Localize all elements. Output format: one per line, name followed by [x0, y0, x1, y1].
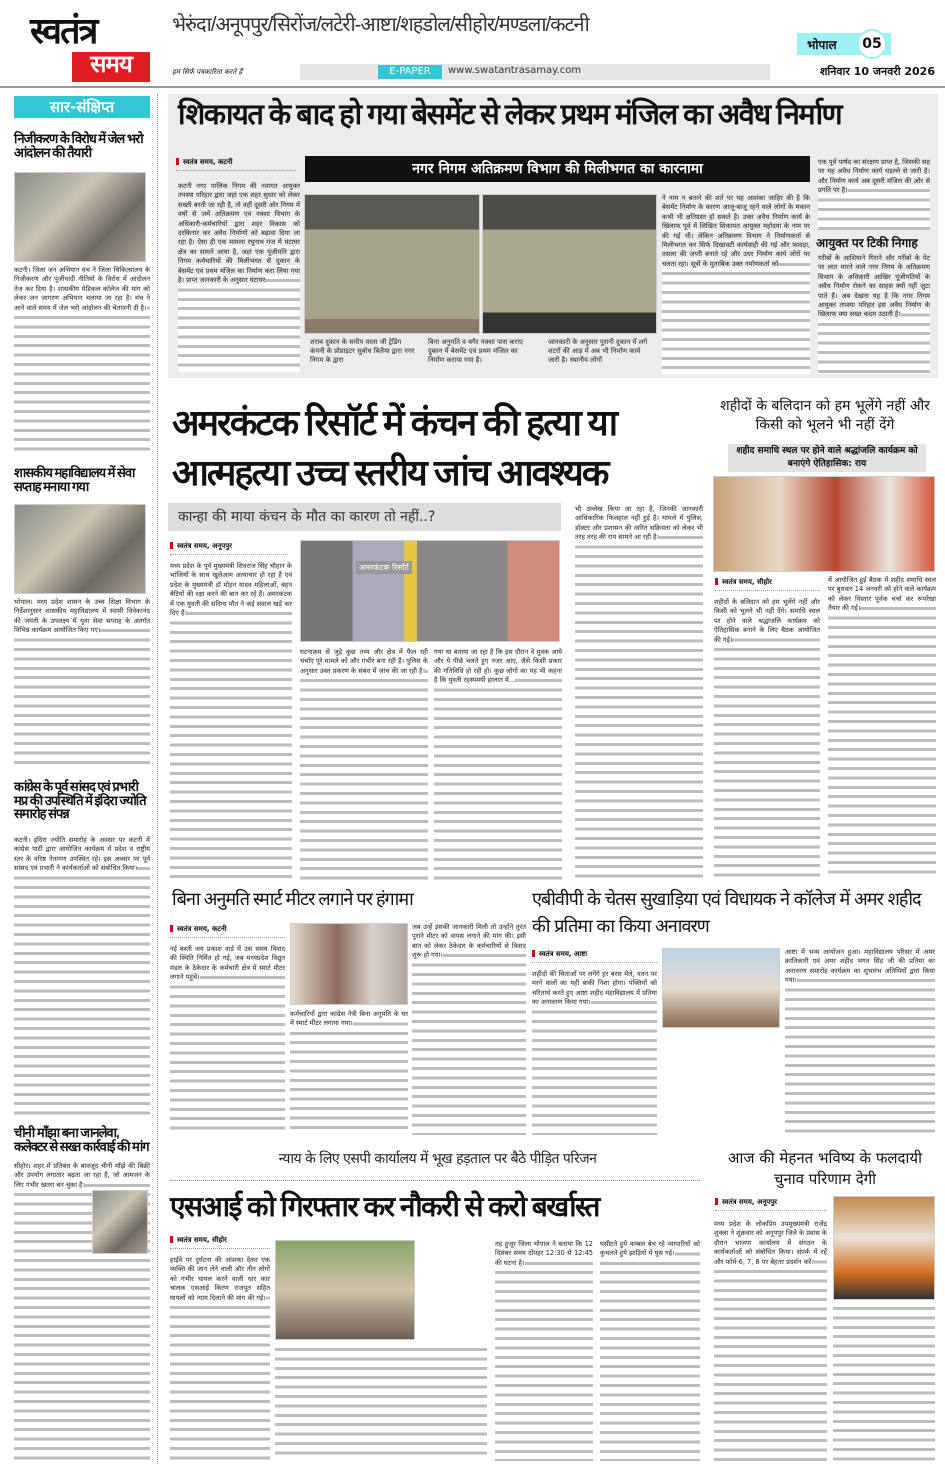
photo-caption: जानकारी के अनुसार पुरानी दुकान में लगे शटरों की आड़ में अब भी निर्माण कार्य जारी है। स्थानीय लोगों: [548, 338, 648, 364]
article-body: घसीटते हुये कम्बल बेच रहे व्यापारियों को कुचलते हुये झाड़ियों में घुस गई।: [600, 1240, 700, 1461]
article-body: तह हुजूर जिला भोपाल ने बताया कि 12 दिसंबर समय दोपहर 12:30 से 12:45 की घटना है।: [495, 1240, 593, 1461]
article-body: घटनाक्रम से जुड़े कुछ तथ्य और क्षेत्र में फैल रही चर्चाएं पूरे मामले को और गंभीर बना रही हैं। पुलिस के अनुसार उक्त प्रकरण के संबंध में जांच की जा रही है।: [300, 648, 428, 880]
abvp-headline: एबीवीपी के चेतस सुखाड़िया एवं विधायक ने कॉलेज में अमर शहीद की प्रतिमा का किया अनावरण: [532, 889, 921, 937]
sidebar-headline: शासकीय महाविद्यालय में सेवा सप्ताह मनाया गया: [14, 465, 135, 494]
sidebar-body: भोपाल। मध्य प्रदेश शासन के उच्च शिक्षा विभाग के निर्देशानुसार शासकीय महाविद्यालय में स्वामी विवेकानंद की जयंती के उपलक्ष्य में युवा सेवा सप्ताह के अंतर्गत विभिन्न कार्यक्रम आयोजित किए गए।: [14, 598, 150, 768]
tagline: हम सिर्फ पत्रकारिता करते हैं: [172, 68, 243, 76]
top-story-subhead: नगर निगम अतिक्रमण विभाग की मिलीभगत का कारनामा: [305, 156, 810, 182]
masthead: [0, 0, 945, 88]
issue-date: शनिवार 10 जनवरी 2026: [819, 65, 935, 78]
top-story-headline: शिकायत के बाद हो गया बेसमेंट से लेकर प्रथम मंजिल का अवैध निर्माण: [178, 99, 842, 131]
protest-photo: [275, 1240, 415, 1340]
college-photo: [14, 504, 146, 594]
box-body: गरीबों के आशियाने गिराने और गरीबों के पेट पर लात मारने वाले नगर निगम के अतिक्रमण विभाग के अधिकारी आखिर पूंजीपतियों के अवैध निर्माण रोकने का साहस क्यों नहीं जुटा पाते हैं। अब देखना यह है कि नगर निगम आयुक्त तपस्या परिहार इस अवैध निर्माण के खिलाफ क्या सख्त कदम उठाती है।: [818, 254, 930, 374]
byline: स्वतंत्र समय, अनूपपुर: [170, 542, 288, 555]
editions-title: भेरुंदा/अनूपपुर/सिरोंज/लटेरी-आष्टा/शहडोल/सीहोर/मण्डला/कटनी: [172, 14, 589, 36]
sidebar-body: सीहोर। शहर में प्रतिबंध के बावजूद चीनी मॉंझे की बिक्री और उपयोग लगातार बढ़ता जा रहा है, जो आमजन के लिए गंभीर खतरा बन चुका है।: [14, 1162, 150, 1462]
article-body: मध्य प्रदेश के पूर्व मुख्यमंत्री शिवराज सिंह चौहान के भांजियों के साथ खुलेआम अत्याचार हो रहा है एवं प्रदेश के मुख्यमंत्री डॉ मोहन यादव महिलाओं, बहन बेटियों की रक्षा करने की बात कर रहे हैं। अमरकंटक में एक युवती की संदिग्ध मौत ने कई सवाल खड़े कर दिए हैं।: [170, 562, 292, 880]
hunger-headline: एसआई को गिरफ्तार कर नौकरी से करो बर्खास्त: [170, 1191, 599, 1222]
statue-photo: [662, 948, 780, 1028]
meeting-photo: [713, 476, 935, 572]
sidebar-headline: निजीकरण के विरोध में जेल भरो आंदोलन की तैयारी: [14, 131, 143, 160]
sidebar-headline: कांग्रेस के पूर्व सांसद एवं प्रभारी मप्र की उपस्थिति में इंदिरा ज्योति समारोह संपन्न: [14, 779, 146, 822]
shaheed-subhead: शहीद समाधि स्थल पर होने वाले श्रद्धांजलि कार्यक्रम को बनाएंगे ऐतिहासिक: राय: [728, 444, 926, 472]
logo-bottom: समय: [72, 52, 150, 82]
article-body: जब उन्हें इसकी जानकारी मिली तो उन्होंने तुरंत पुराने मीटर को वापस लगाने की मांग की। इसी बात को लेकर ठेकेदार के कर्मचारियों से विवाद शुरू हो गया।: [412, 923, 526, 1135]
meter-photo: [290, 923, 408, 1005]
hunger-kicker: न्याय के लिए एसपी कार्यालय में भूख हड़ताल पर बैठे पीड़ित परिजन: [278, 1151, 597, 1167]
column-divider: [157, 94, 158, 1464]
shaheed-headline: शहीदों के बलिदान को हम भूलेंगे नहीं और किसी को भूलने भी नहीं देंगे: [720, 398, 930, 433]
city-badge: [797, 33, 891, 55]
article-body: में आयोजित हुई बैठक में शहीद समाधि स्थल पर बुधवार 14 जनवरी को होने वाले कार्यक्रम को लेकर विस्तार पूर्वक चर्चा कर रूपरेखा तैयार की गई।: [828, 576, 936, 880]
city-label: भोपाल: [807, 38, 837, 52]
shop-photo-1: [304, 194, 480, 334]
article-body: आष्टा में भव्य आयोजन हुआ। महाविद्यालय परिसर में अमर क्रांतिकारी एवं अमर शहीद भगत सिंह जी की प्रतिमा का अनावरण समारोह कार्यक्रम का शुभारंभ अतिथियों द्वारा किया गया।: [785, 948, 935, 1135]
byline: स्वतंत्र समय, आष्टा: [532, 950, 657, 963]
byline: स्वतंत्र समय, कटनी: [176, 158, 296, 171]
logo-top: स्वतंत्र: [30, 10, 97, 51]
top-story: [168, 94, 938, 378]
divider: [170, 1180, 700, 1181]
sidebar-body: कटनी। इंदिरा ज्योति समारोह के अवसर पर कटनी में कांग्रेस पार्टी द्वारा आयोजित कार्यक्रम में प्रदेश व राष्ट्रीय स्तर के वरिष्ठ नेतागण उपस्थित रहे। इस अवसर पर पूर्व सांसद एवं प्रभारी ने कार्यकर्ताओं को संबोधित किया।: [14, 836, 150, 1116]
photo-caption: बिना अनुमति व बगैर नक्शा पास कराए दुकान में बेसमेंट एवं प्रथम मंजिल का निर्माण कराया गया है।: [428, 338, 523, 364]
article-body: शहीदों की चिताओं पर लगेंगे हर बरस मेले, वतन पर मरने वालों का यही बाकी निशा होगा। पंक्तियों को चरितार्थ करते हुए आष्टा शहीद महाविद्यालय में प्रतिमा का अनावरण किया गया।: [532, 970, 657, 1135]
article-body: एक पूर्व पार्षद का संरक्षण प्राप्त है, जिसकी सह पर यह अवैध निर्माण कार्य धड़ल्ले से जारी है। और निर्माण कार्य अब दूसरी मंजिल की ओर से प्रगति पर है।: [818, 158, 930, 230]
amarkantak-subhead: कान्हा की माया कंचन के मौत का कारण तो नहीं..?: [168, 503, 561, 531]
article-body: शहीदों के बलिदान को हम भूलेंगे नहीं और किसी को भूलने भी नहीं देंगे। समाधि स्थल पर होने वाले श्रद्धांजलि कार्यक्रम को ऐतिहासिक बनाने के लिए बैठक आयोजित की गई।: [714, 598, 820, 880]
shukla-headline: आज की मेहनत भविष्य के फलदायी चुनाव परिणाम देगी: [727, 1149, 922, 1188]
minister-photo: [833, 1196, 935, 1300]
article-body: नई बस्ती जय प्रकाश वार्ड में उस समय विवाद की स्थिति निर्मित हो गई, जब मध्यप्रदेश विद्युत मंडल के ठेकेदार के कर्मचारी क्षेत्र में स्मार्ट मीटर लगाने पहुंचे।: [170, 945, 285, 1135]
shop-photo-2: [482, 194, 657, 334]
protest-photo: [14, 172, 146, 262]
article-body: मध्य प्रदेश के लोकप्रिय उपमुख्यमंत्री राजेंद्र शुक्ला ने शुक्रवार को अनूपपुर जिले के प्रवास के दौरान भाजपा कार्यालय में संगठन के कार्यकर्ताओं को संबोधित किया। संपर्क में रहें और फॉर्म-6, 7, 8 पर बेहतर प्रदर्शन करें।: [714, 1220, 827, 1461]
sidebar: [12, 94, 152, 1464]
byline: स्वतंत्र समय, अनूपपुर: [715, 1198, 827, 1211]
sidebar-title: सार-संक्षिप्त: [14, 96, 150, 118]
article-body: [275, 1345, 487, 1461]
article-body: ने नाम न बताने की शर्त पर यह आशंका जाहिर की है कि बेसमेंट निर्माण के कारण आजू-बाजू रहने वाले लोगों के मकान कभी भी क्षतिग्रस्त हो सकते है। उक्त अवैध निर्माण कार्य के खिलाफ पूर्व में लिखित शिकायत आयुक्त महोदया के नाम पर की गई थी। लेकिन अतिक्रमण विभाग ने निर्माणकर्ता से मिलीभगत कर सिर्फ दिखावटी कार्यवाही की गई और फावड़ा, तसला की जप्ती बनाते रहे और उधर निर्माण कार्य जोरों पर चलता रहा। सूत्रों के मुताबिक उक्त नर्माणकर्ता को: [662, 194, 810, 374]
photo-caption: शराब दुकान के समीप वाला जी ट्रेडिंग कंपनी के प्रोप्राइटर सुबोध बिलैया द्वारा नगर निगम के द्वारा: [310, 338, 415, 364]
byline: स्वतंत्र समय, सीहोर: [715, 578, 820, 591]
byline: स्वतंत्र समय, कटनी: [170, 925, 285, 938]
smart-meter-headline: बिना अनुमति स्मार्ट मीटर लगाने पर हंगामा: [172, 889, 413, 909]
byline: स्वतंत्र समय, सीहोर: [170, 1236, 270, 1249]
amarkantak-headline: अमरकंटक रिसॉर्ट में कंचन की हत्या या आत्महत्या उच्च स्तरीय जांच आवश्यक: [172, 402, 617, 493]
article-body: कर्मचारियों द्वारा कांग्रेस नेत्री बिना अनुमति के घर में स्मार्ट मीटर लगाया गया।: [290, 1010, 408, 1135]
sidebar-body: कटनी। जिला जन अभियान मंच ने जिला चिकित्सालय के निजीकरण और पूंजीवादी नीतियों के विरोध में आंदोलन तेज कर दिया है। शासकीय मेडिकल कॉलेज की मांग को लेकर जन जागरण अभियान चलाया जा रहा है। मंच ने आने वाले समय में जेल भरो आंदोलन की चेतावनी दी है।: [14, 266, 150, 456]
sidebar-headline: चीनी मॉंझा बना जानलेवा, कलेक्टर से सख्त कार्रवाई की मांग: [14, 1125, 149, 1154]
person-photo: [92, 1190, 148, 1254]
article-body: गया था बताया जा रहा है कि इस दौरान वे युवक आये और ये पीछे चलते हुए नजर आए, जैसे किसी प्रकार की गतिविधि हो रही हो। कुछ लोगों का यह भी कहना है कि युवती रहस्यमयी हालात में...: [434, 648, 562, 880]
article-body: [833, 1304, 935, 1461]
box-title: आयुक्त पर टिकी निगाह: [816, 236, 918, 250]
resort-sign: अमरकंटक रिसॉर्ट: [356, 561, 412, 574]
epaper-label: E-PAPER: [378, 65, 442, 79]
resort-photo: [300, 540, 560, 642]
article-body: कटनी नगर पालिक निगम की नवागत आयुक्त तपस्या परिहार द्वारा जहां एक शहर सुधार को लेकर सख्ती बरती जा रही है, तो वहीं दूसरी ओर निगम में वर्षों से जमें अतिक्रमण एवं नक्शा विभाग के अधिकारी-कर्मचारियों द्वारा शहर विकास को दरकिनार कर अवैध निर्माणों को बढ़ावा दिया जा रहा है। ऐसा ही एक मामला रघुनाथ गंज में घंटाघर क्षेत्र का सामने आया है, जहां एक पूंजीपति द्वारा निगम कर्मचारियों की मिलीभगत से दुकान के बेसमेंट एवं प्रथम मंजिल का निर्माण करा लिया गया है। प्राप्त जानकारी के अनुसार घंटाघर: [178, 182, 300, 372]
article-body: हाईवे पर दुर्घटना की आंशका देकर एक व्यक्ति की जान लेने वाली और तीन लोगों को गंभीर घायल करने वाली धार कार चालक एसआई किरण राजपूत सहित घायलों को न्याय दिलाने की मांग की गई।: [170, 1256, 270, 1461]
website-link[interactable]: www.swatantrasamay.com: [448, 65, 582, 76]
page-number: 05: [857, 29, 887, 59]
article-body: भी उल्लेख किया जा रहा है, जिनकी जानकारी आधिकारिक फिलहाल नहीं हुई है। मामले में पुलिस, डॉक्टर और प्रशासन की त्वरित सक्रियता को लेकर भी तरह तरह की राय सामने आ रही है।: [575, 505, 703, 880]
